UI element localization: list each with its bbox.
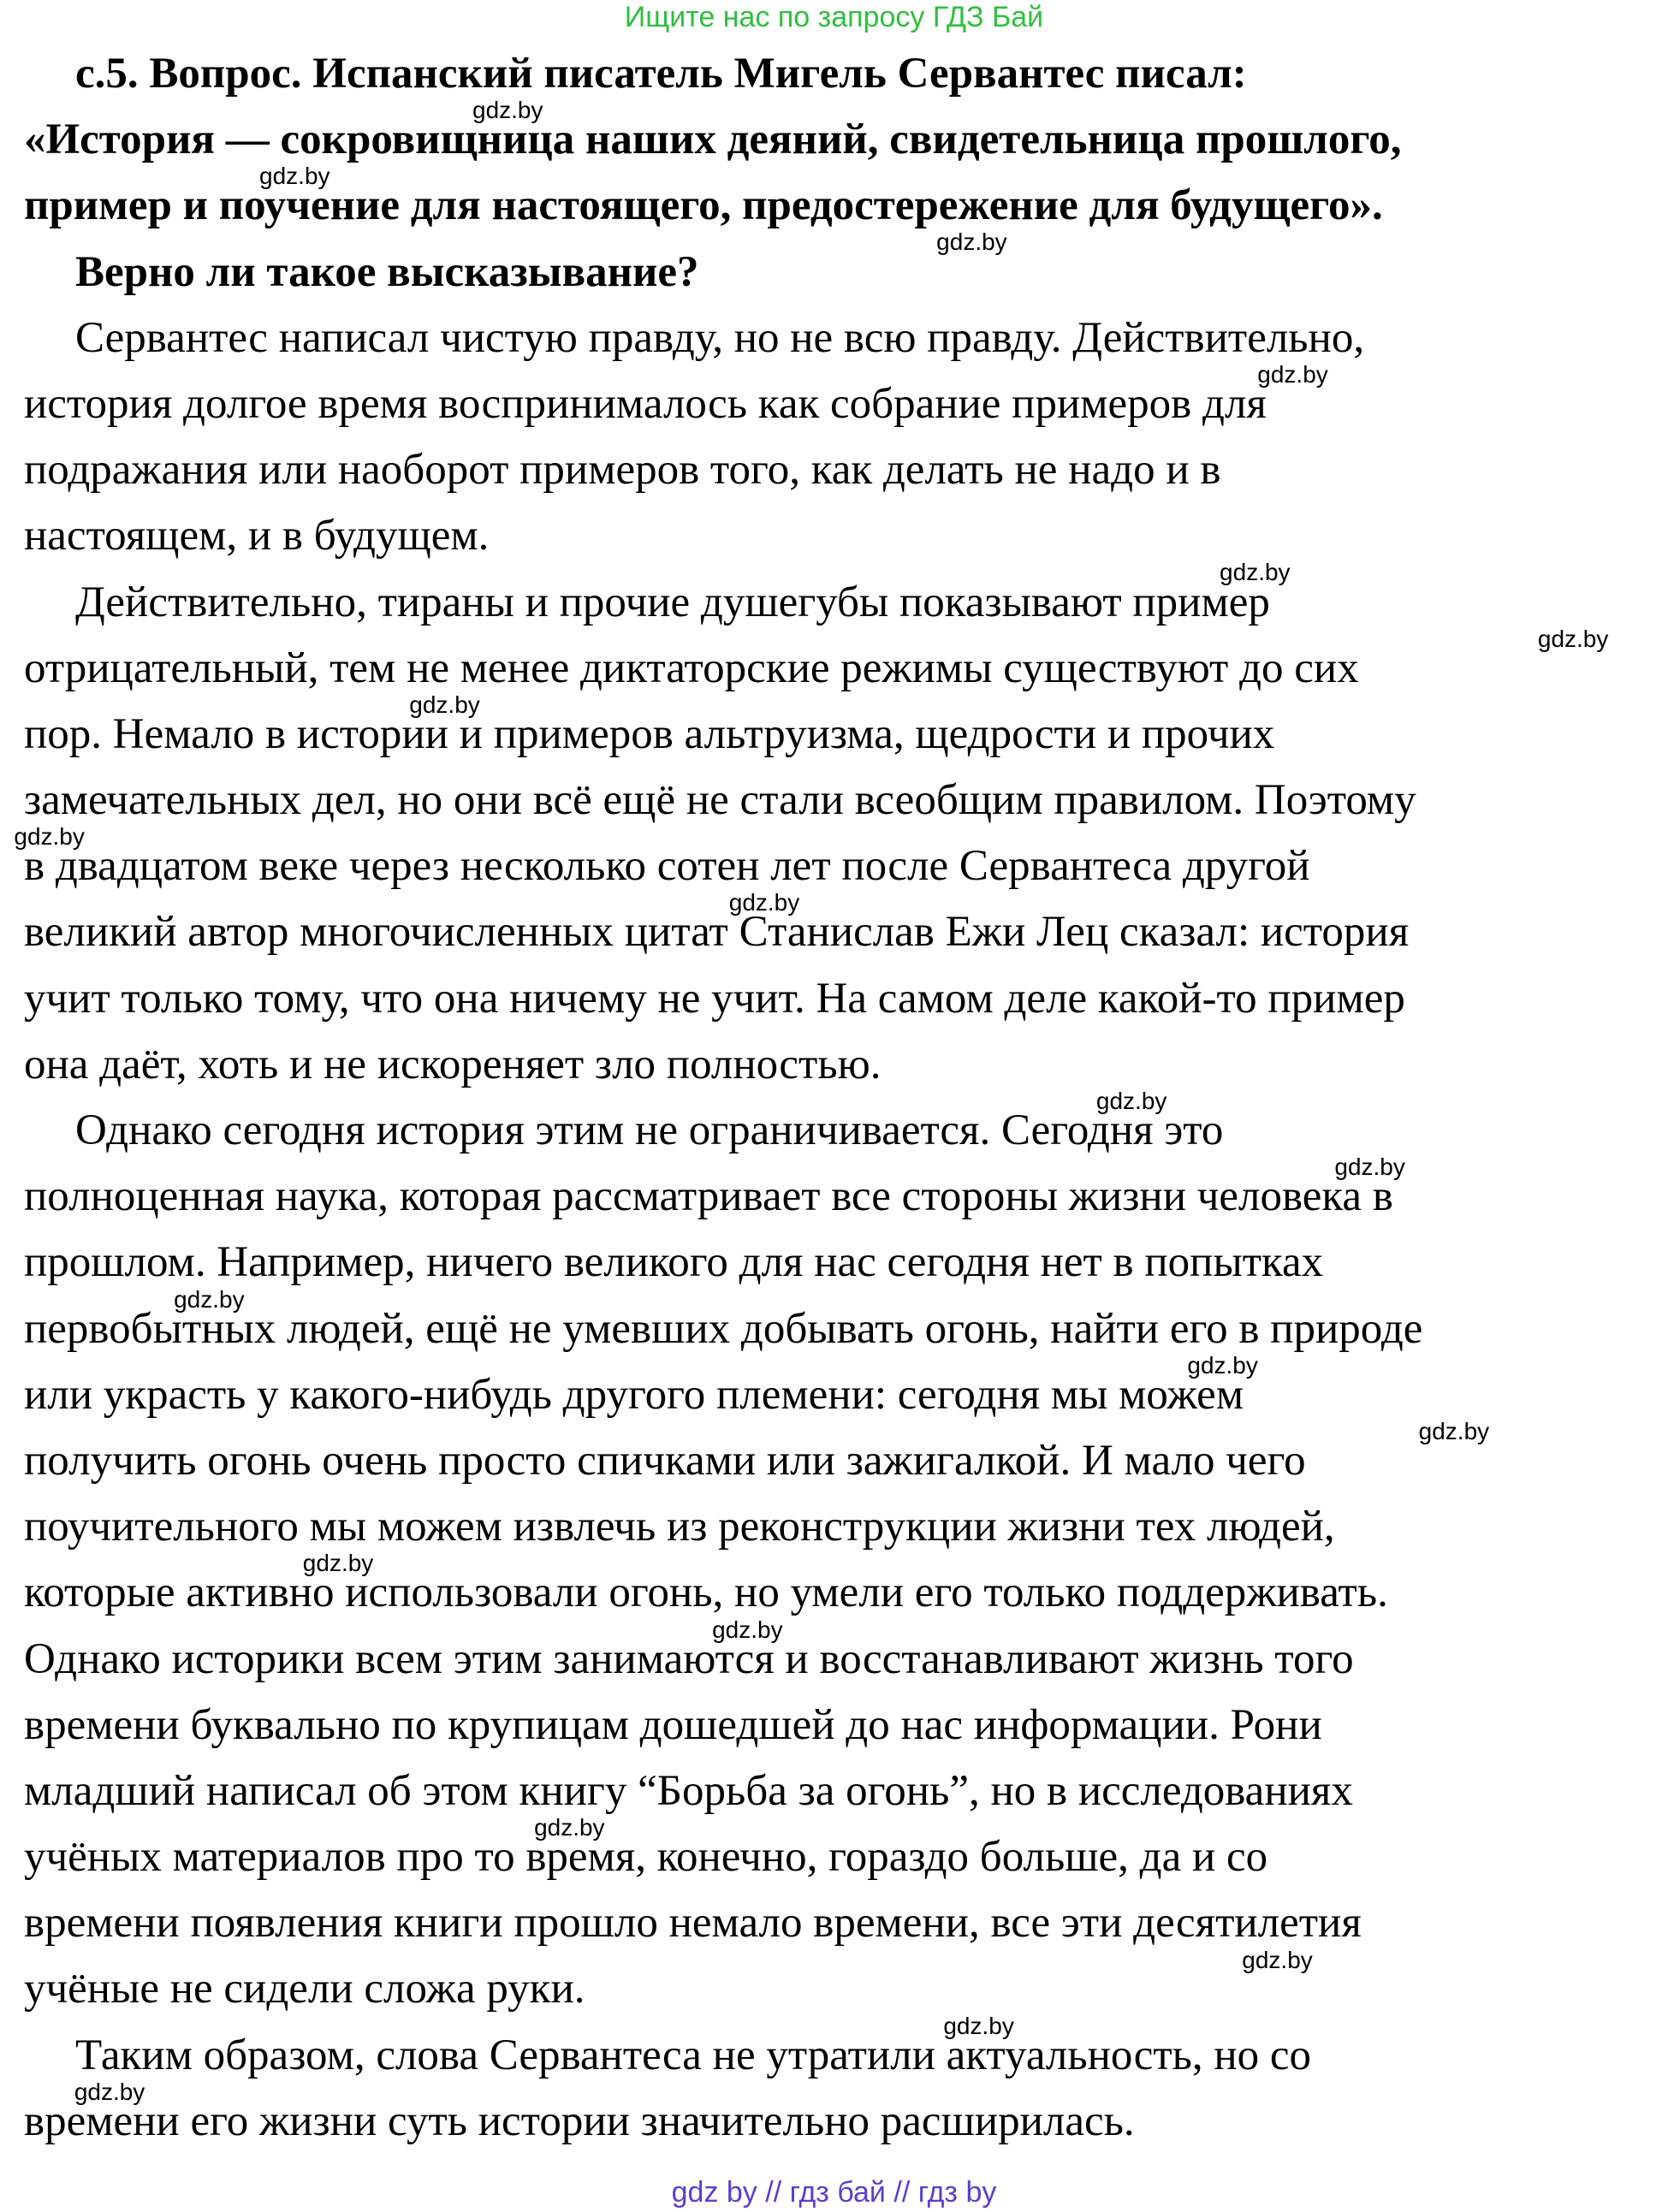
watermark-text: gdz.by bbox=[1242, 1946, 1313, 1973]
watermark-text: gdz.by bbox=[936, 228, 1007, 256]
answer-line: прошлом. Например, ничего великого для нас сегодня нет в попытках bbox=[24, 1238, 1324, 1287]
answer-line: подражания или наоборот примеров того, как делать не надо и в bbox=[24, 446, 1221, 495]
answer-line: Однако сегодня история этим не ограничивается. Сегодня это bbox=[75, 1106, 1224, 1154]
answer-line: замечательных дел, но они всё ещё не стали всеобщим правилом. Поэтому bbox=[24, 776, 1416, 825]
answer-line: пор. Немало в истории и примеров альтруизма, щедрости и прочих bbox=[24, 709, 1275, 758]
answer-line: которые активно использовали огонь, но умели его только поддерживать. bbox=[24, 1569, 1388, 1617]
question-line: «История — сокровищница наших деяний, свидетельница прошлого, bbox=[24, 116, 1402, 164]
answer-line: она даёт, хоть и не искореняет зло полностью. bbox=[24, 1040, 881, 1088]
question-line: Верно ли такое высказывание? bbox=[75, 247, 699, 296]
answer-line: учёных материалов про то время, конечно, гораздо больше, да и со bbox=[24, 1833, 1268, 1882]
watermark-text: gdz.by bbox=[1187, 1351, 1258, 1379]
answer-line: Таким образом, слова Сервантеса не утратили актуальность, но со bbox=[75, 2031, 1312, 2079]
question-line: пример и поучение для настоящего, предостережение для будущего». bbox=[24, 181, 1383, 230]
watermark-text: gdz.by bbox=[1095, 1088, 1167, 1114]
watermark-text: gdz.by bbox=[409, 691, 480, 718]
watermark-text: gdz.by bbox=[1334, 1153, 1405, 1181]
answer-text bbox=[24, 41, 1650, 2155]
footer-links[interactable]: gdz by // гдз бай // гдз by bbox=[671, 2176, 997, 2209]
watermark-text: gdz.by bbox=[302, 1550, 374, 1577]
watermark-text: gdz.by bbox=[472, 97, 543, 123]
site-banner: Ищите нас по запросу ГДЗ Бай bbox=[624, 1, 1044, 33]
answer-line: поучительного мы можем извлечь из реконструкции жизни тех людей, bbox=[24, 1503, 1335, 1551]
answer-line: получить огонь очень просто спичками или зажигалкой. И мало чего bbox=[24, 1436, 1306, 1485]
answer-line: история долгое время воспринималось как собрание примеров для bbox=[24, 379, 1267, 428]
answer-line: в двадцатом веке через несколько сотен лет после Сервантеса другой bbox=[24, 842, 1310, 891]
answer-line: полноценная наука, которая рассматривает все стороны жизни человека в bbox=[24, 1172, 1393, 1221]
answer-line: или украсть у какого-нибудь другого племени: сегодня мы можем bbox=[24, 1370, 1244, 1419]
answer-line: Действительно, тираны и прочие душегубы показывают пример bbox=[75, 578, 1270, 626]
answer-line: времени появления книги прошло немало времени, все эти десятилетия bbox=[24, 1899, 1362, 1948]
answer-line: настоящем, и в будущем. bbox=[24, 512, 490, 560]
answer-line: Сервантес написал чистую правду, но не всю правду. Действительно, bbox=[75, 313, 1365, 362]
watermark-text: gdz.by bbox=[74, 2079, 145, 2105]
watermark-text: gdz.by bbox=[259, 163, 330, 190]
watermark-text: gdz.by bbox=[534, 1814, 605, 1841]
answer-line: младший написал об этом книгу “Борьба за огонь”, но в исследованиях bbox=[24, 1766, 1353, 1815]
watermark-text: gdz.by bbox=[712, 1616, 783, 1643]
question-line: с.5. Вопрос. Испанский писатель Мигель Сервантес писал: bbox=[75, 50, 1247, 98]
watermark-text: gdz.by bbox=[14, 823, 85, 851]
watermark-text: gdz.by bbox=[1257, 360, 1328, 388]
answer-line: отрицательный, тем не менее диктаторские режимы существуют до сих bbox=[24, 643, 1359, 692]
answer-line: великий автор многочисленных цитат Станислав Ежи Лец сказал: история bbox=[24, 908, 1410, 957]
answer-line: первобытных людей, ещё не умевших добывать огонь, найти его в природе bbox=[24, 1304, 1423, 1353]
answer-line: времени его жизни суть истории значительно расширилась. bbox=[24, 2096, 1135, 2145]
answer-line: учит только тому, что она ничему не учит. На самом деле какой-то пример bbox=[24, 974, 1405, 1023]
answer-line: Однако историки всем этим занимаются и восстанавливают жизнь того bbox=[24, 1634, 1354, 1683]
watermark-text: gdz.by bbox=[1220, 559, 1291, 586]
watermark-text: gdz.by bbox=[1418, 1418, 1490, 1444]
answer-line: учёные не сидели сложа руки. bbox=[24, 1965, 585, 2013]
watermark-text: gdz.by bbox=[943, 2012, 1014, 2039]
answer-line: времени буквально по крупицам дошедшей до нас информации. Рони bbox=[24, 1700, 1322, 1749]
watermark-text: gdz.by bbox=[728, 889, 800, 916]
watermark-text: gdz.by bbox=[174, 1285, 245, 1313]
watermark-text: gdz.by bbox=[1537, 625, 1609, 652]
